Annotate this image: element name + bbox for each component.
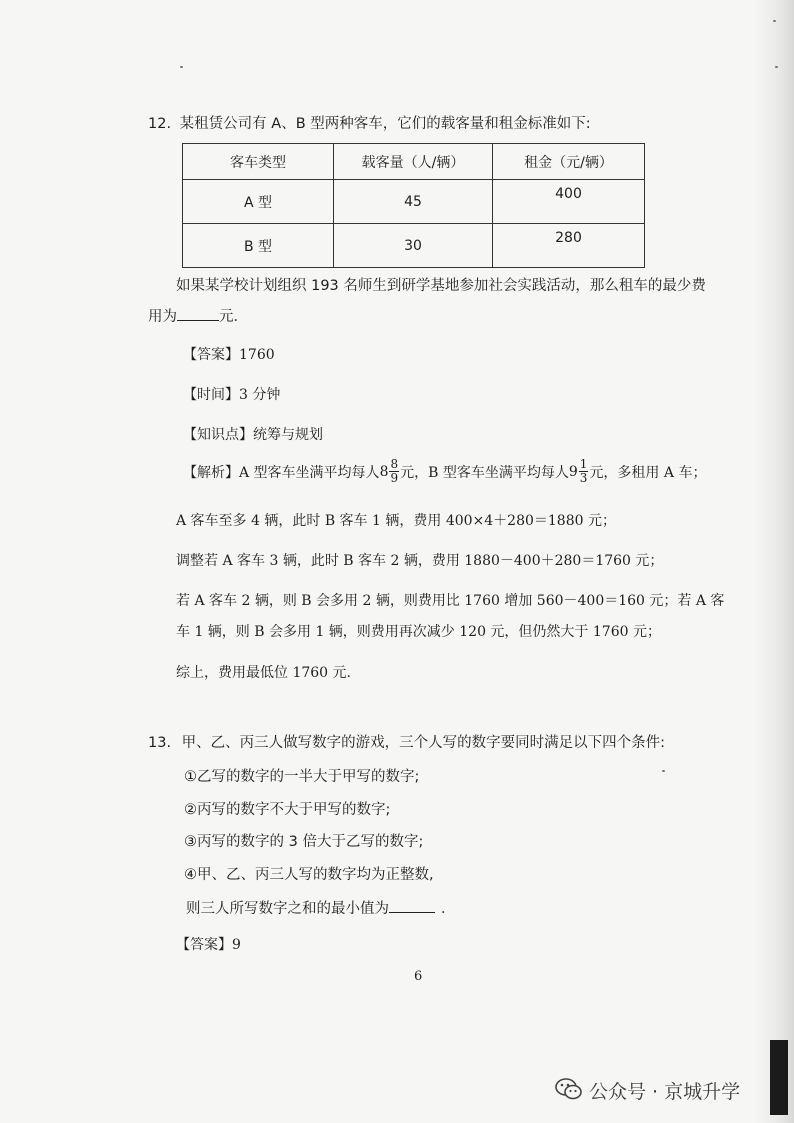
scan-speck xyxy=(775,66,778,68)
scan-edge-mark xyxy=(770,1040,788,1115)
q13-number: 13. xyxy=(148,735,172,751)
q12-time: 【时间】3 分钟 xyxy=(183,387,281,403)
watermark-text: 公众号 · 京城升学 xyxy=(589,1081,741,1103)
table-cell: A 型 xyxy=(183,180,334,224)
q13-question xyxy=(186,897,456,918)
mixed-number-whole: 8 xyxy=(379,463,389,480)
q12-analysis-line-4: 若 A 客车 2 辆，则 B 会多用 2 辆，则费用比 1760 增加 560－400＝160 元；若 A 客 xyxy=(176,593,725,609)
q12-analysis-line-3: 调整若 A 客车 3 辆，此时 B 客车 2 辆，费用 1880－400＋280＝1760 元； xyxy=(176,553,664,569)
analysis-text: 元，多租用 A 车； xyxy=(589,464,707,481)
table-header-row xyxy=(183,144,645,180)
q12-question-line-2 xyxy=(148,305,248,326)
table-cell: 400 xyxy=(493,180,645,224)
table-cell: B 型 xyxy=(183,224,334,268)
q13-condition-4: ④甲、乙、丙三人写的数字均为正整数, xyxy=(184,867,434,883)
analysis-text: 【解析】A 型客车坐满平均每人 xyxy=(183,464,380,481)
q12-analysis-line-1 xyxy=(183,458,706,485)
q13-question-prefix: 则三人所写数字之和的最小值为 xyxy=(186,901,389,917)
wechat-icon xyxy=(554,1076,584,1102)
q13-condition-3: ③丙写的数字的 3 倍大于乙写的数字; xyxy=(184,834,424,850)
table-header-cell: 载客量（人/辆） xyxy=(334,144,493,180)
scan-speck xyxy=(662,770,665,772)
q13-answer: 【答案】9 xyxy=(176,937,241,953)
table-row xyxy=(183,224,645,268)
q12-analysis-line-2: A 客车至多 4 辆，此时 B 客车 1 辆，费用 400×4＋280＝1880 元； xyxy=(176,513,616,529)
q13-stem: 甲、乙、丙三人做写数字的游戏，三个人写的数字要同时满足以下四个条件: xyxy=(181,735,666,751)
q13-condition-1: ①乙写的数字的一半大于甲写的数字; xyxy=(184,769,420,785)
q12-rental-table xyxy=(182,143,645,268)
fraction-numerator: 1 xyxy=(579,457,588,471)
q12-analysis-line-5: 车 1 辆，则 B 会多用 1 辆，则费用再次减少 120 元，但仍然大于 1760 元； xyxy=(176,624,661,640)
answer-blank xyxy=(177,320,219,321)
q13-condition-2: ②丙写的数字不大于甲写的数字; xyxy=(184,802,391,818)
scan-speck xyxy=(180,66,183,68)
page-number: 6 xyxy=(414,969,423,984)
fraction-denominator: 9 xyxy=(390,471,399,485)
mixed-number-whole: 9 xyxy=(568,463,578,480)
analysis-text: 元，B 型客车坐满平均每人 xyxy=(400,464,569,481)
scan-shadow-edge xyxy=(754,0,794,1123)
table-row xyxy=(183,180,645,224)
q12-number: 12. xyxy=(148,116,172,132)
fraction-numerator: 8 xyxy=(390,457,399,471)
fraction-denominator: 3 xyxy=(579,471,588,485)
q13-stem-line xyxy=(148,731,665,752)
q12-question-prefix: 用为 xyxy=(148,309,177,325)
fraction xyxy=(579,458,589,485)
table-cell: 45 xyxy=(334,180,493,224)
scan-speck xyxy=(773,20,776,22)
q12-stem: 某租赁公司有 A、B 型两种客车，它们的载客量和租金标准如下: xyxy=(179,116,591,132)
q12-answer: 【答案】1760 xyxy=(183,347,275,363)
q12-question-line-1: 如果某学校计划组织 193 名师生到研学基地参加社会实践活动，那么租车的最少费 xyxy=(176,278,706,294)
q13-question-suffix: ． xyxy=(441,901,456,917)
table-header-cell: 租金（元/辆） xyxy=(493,144,645,180)
q12-knowledge-point: 【知识点】统筹与规划 xyxy=(183,427,323,443)
answer-blank xyxy=(389,912,435,913)
fraction xyxy=(389,458,399,485)
table-cell: 280 xyxy=(493,224,645,268)
q12-stem-line xyxy=(148,112,591,133)
q12-analysis-line-6: 综上，费用最低位 1760 元. xyxy=(176,665,351,681)
table-header-cell: 客车类型 xyxy=(183,144,334,180)
table-cell: 30 xyxy=(334,224,493,268)
q12-question-suffix: 元． xyxy=(219,309,248,325)
